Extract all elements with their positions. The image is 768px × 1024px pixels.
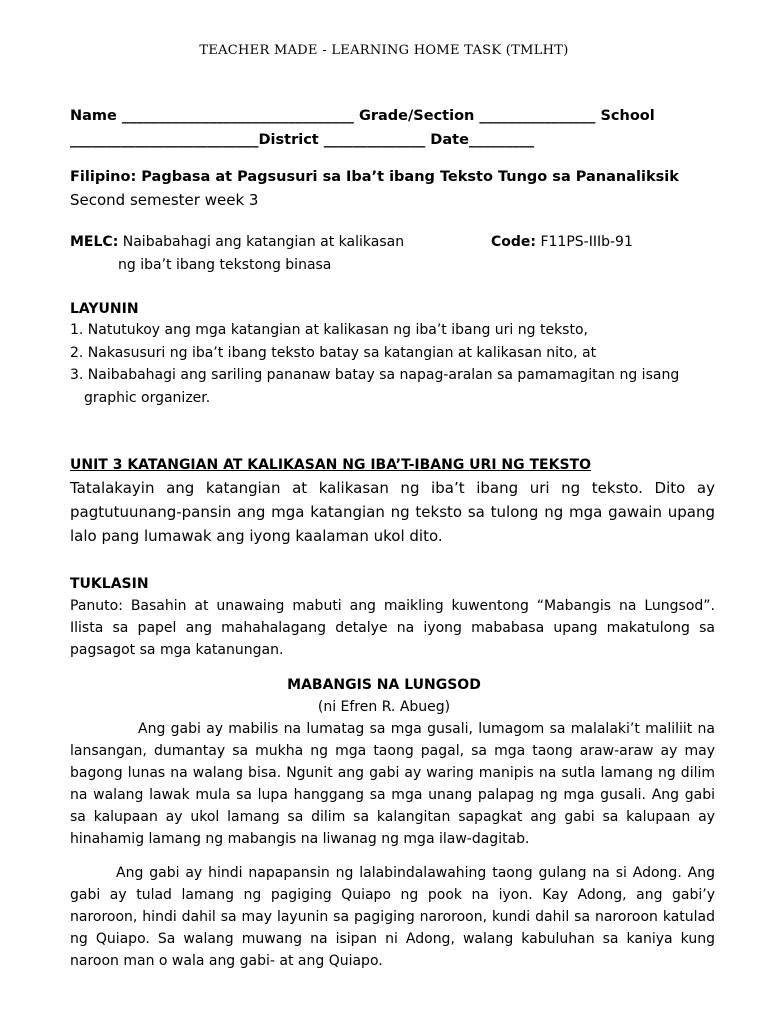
subject-title: Pagbasa at Pagsusuri sa Iba’t ibang Teksto Tungo sa Pananaliksik xyxy=(136,169,679,185)
layunin-item: 3. Naibabahagi ang sariling pananaw batay sa napag-aralan sa pamamagitan ng isang xyxy=(70,367,680,383)
melc-code xyxy=(491,232,711,252)
unit-heading: UNIT 3 KATANGIAN AT KALIKASAN NG IBA’T-IBANG URI NG TEKSTO xyxy=(70,457,591,473)
story-author: (ni Efren R. Abueg) xyxy=(317,699,451,715)
tuklasin-heading: TUKLASIN xyxy=(70,576,149,592)
layunin-item: 1. Natutukoy ang mga katangian at kalikasan ng iba’t ibang uri ng teksto, xyxy=(70,322,588,338)
semester-line: Second semester week 3 xyxy=(70,191,259,209)
layunin-item: 2. Nakasusuri ng iba’t ibang teksto batay sa katangian at kalikasan nito, at xyxy=(70,344,597,361)
form-line-name-grade-school: Name ________________________________ Grade/Section ________________ School xyxy=(70,108,655,124)
layunin-heading: LAYUNIN xyxy=(70,301,139,317)
tuklasin-body: Panuto: Basahin at unawaing mabuti ang maikling kuwentong “Mabangis na Lungsod”. Ilista sa papel ang mahahalagang detalye na iyong mababasa upang makatulong sa pagsagot sa mga katanungan. xyxy=(70,598,715,658)
melc-label: MELC: xyxy=(70,234,119,250)
page-title: TEACHER MADE - LEARNING HOME TASK (TMLHT) xyxy=(199,43,569,58)
layunin-list xyxy=(70,319,715,409)
subject-line xyxy=(70,167,715,187)
layunin-item-continued: graphic organizer. xyxy=(84,389,211,406)
melc-code-value: F11PS-IIIb-91 xyxy=(536,234,633,250)
story-title: MABANGIS NA LUNGSOD xyxy=(287,677,481,693)
unit-body: Tatalakayin ang katangian at kalikasan ng iba’t ibang uri ng teksto. Dito ay pagtutuunang-pansin ang mga katangian ng teksto sa tulong ng mga gawain upang lalo pang lumawak ang iyong kaalaman ukol dito. xyxy=(70,479,715,545)
form-line-district-date: __________________________District ______________ Date_________ xyxy=(70,132,535,148)
subject-label: Filipino: xyxy=(70,169,137,185)
story-paragraph-1: Ang gabi ay mabilis na lumatag sa mga gusali, lumagom sa malalaki’t maliliit na lansangan, dumantay sa mukha ng mga taong pagal, sa mga taong araw-araw ay may bagong lunas na walang bisa. Ngunit ang gabi ay waring manipis na sutla lamang ng dilim na walang lawak mula sa lupa hanggang sa mga unang palapag ng mga gusali. Ang gabi sa kalupaan ay ukol lamang sa dilim sa kalangitan sapagkat ang gabi sa kalupaan ay hinahamig lamang ng mabangis na liwanag ng mga ilaw-dagitab. xyxy=(70,721,715,847)
melc-text-continued: ng iba’t ibang tekstong binasa xyxy=(118,257,332,273)
melc-code-label: Code: xyxy=(491,234,537,250)
story-paragraph-2: Ang gabi ay hindi napapansin ng lalabindalawahing taong gulang na si Adong. Ang gabi ay tulad lamang ng pagiging Quiapo ng pook na iyon. Kay Adong, ang gabi’y naroroon, hindi dahil sa may layunin sa pagiging naroroon, kundi dahil sa naroroon katulad ng Quiapo. Sa walang muwang na isipan ni Adong, walang kabuluhan sa kaniya kung naroon man o wala ang gabi- at ang Quiapo. xyxy=(70,865,715,969)
melc-text: Naibabahagi ang katangian at kalikasan xyxy=(118,234,405,250)
